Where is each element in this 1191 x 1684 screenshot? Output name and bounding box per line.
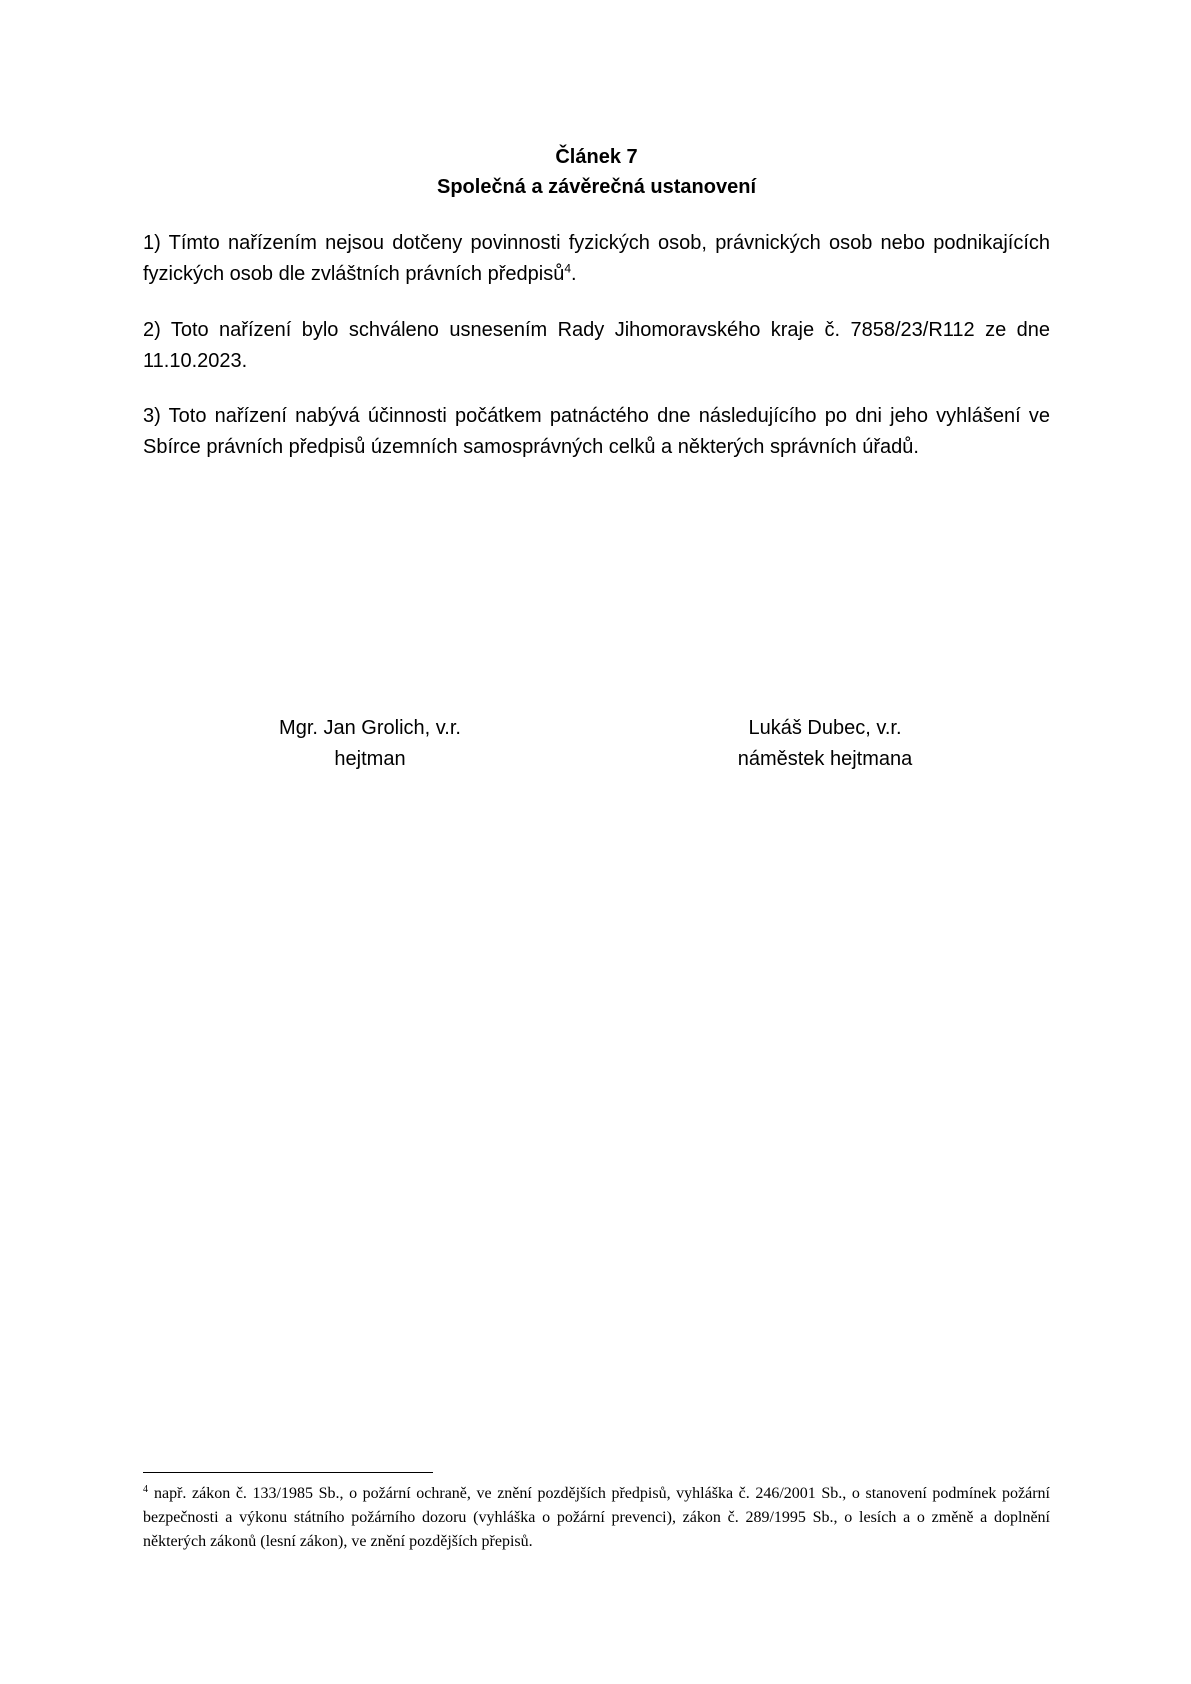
- signature-block-namestek: [645, 713, 1005, 775]
- paragraph-3: 3) Toto nařízení nabývá účinnosti počátkem patnáctého dne následujícího po dni jeho vyhlášení ve Sbírce právních předpisů územních samosprávných celků a některých správních úřadů.: [143, 405, 1050, 458]
- paragraph-1-text: 1) Tímto nařízením nejsou dotčeny povinnosti fyzických osob, právnických osob nebo podnikajících fyzických osob dle zvláštních právních předpisů: [143, 232, 1050, 285]
- footnote-marker: 4: [143, 1483, 148, 1495]
- signature-name: Mgr. Jan Grolich, v.r.: [279, 717, 461, 739]
- footnote-reference: 4: [564, 261, 572, 276]
- footnote-separator: [143, 1472, 433, 1473]
- footnote-text: např. zákon č. 133/1985 Sb., o požární ochraně, ve znění pozdějších předpisů, vyhláška č. 246/2001 Sb., o stanovení podmínek požární bezpečnosti a výkonu státního požárního dozoru (vyhláška o požární prevenci), zákon č. 289/1995 Sb., o lesích a o změně a doplnění některých zákonů (lesní zákon), ve znění pozdějších přepisů.: [143, 1485, 1050, 1550]
- signature-role: náměstek hejtmana: [737, 748, 913, 770]
- signature-role: hejtman: [334, 748, 406, 770]
- signature-block-hejtman: [190, 713, 550, 775]
- paragraph-1: [143, 228, 1050, 290]
- paragraph-1-tail: .: [571, 263, 577, 285]
- article-title: Společná a závěrečná ustanovení: [436, 176, 757, 198]
- article-number: Článek 7: [555, 146, 638, 168]
- footnote: [143, 1482, 1050, 1554]
- paragraph-2: 2) Toto nařízení bylo schváleno usnesením Rady Jihomoravského kraje č. 7858/23/R112 ze dne 11.10.2023.: [143, 319, 1050, 372]
- signature-name: Lukáš Dubec, v.r.: [748, 717, 902, 739]
